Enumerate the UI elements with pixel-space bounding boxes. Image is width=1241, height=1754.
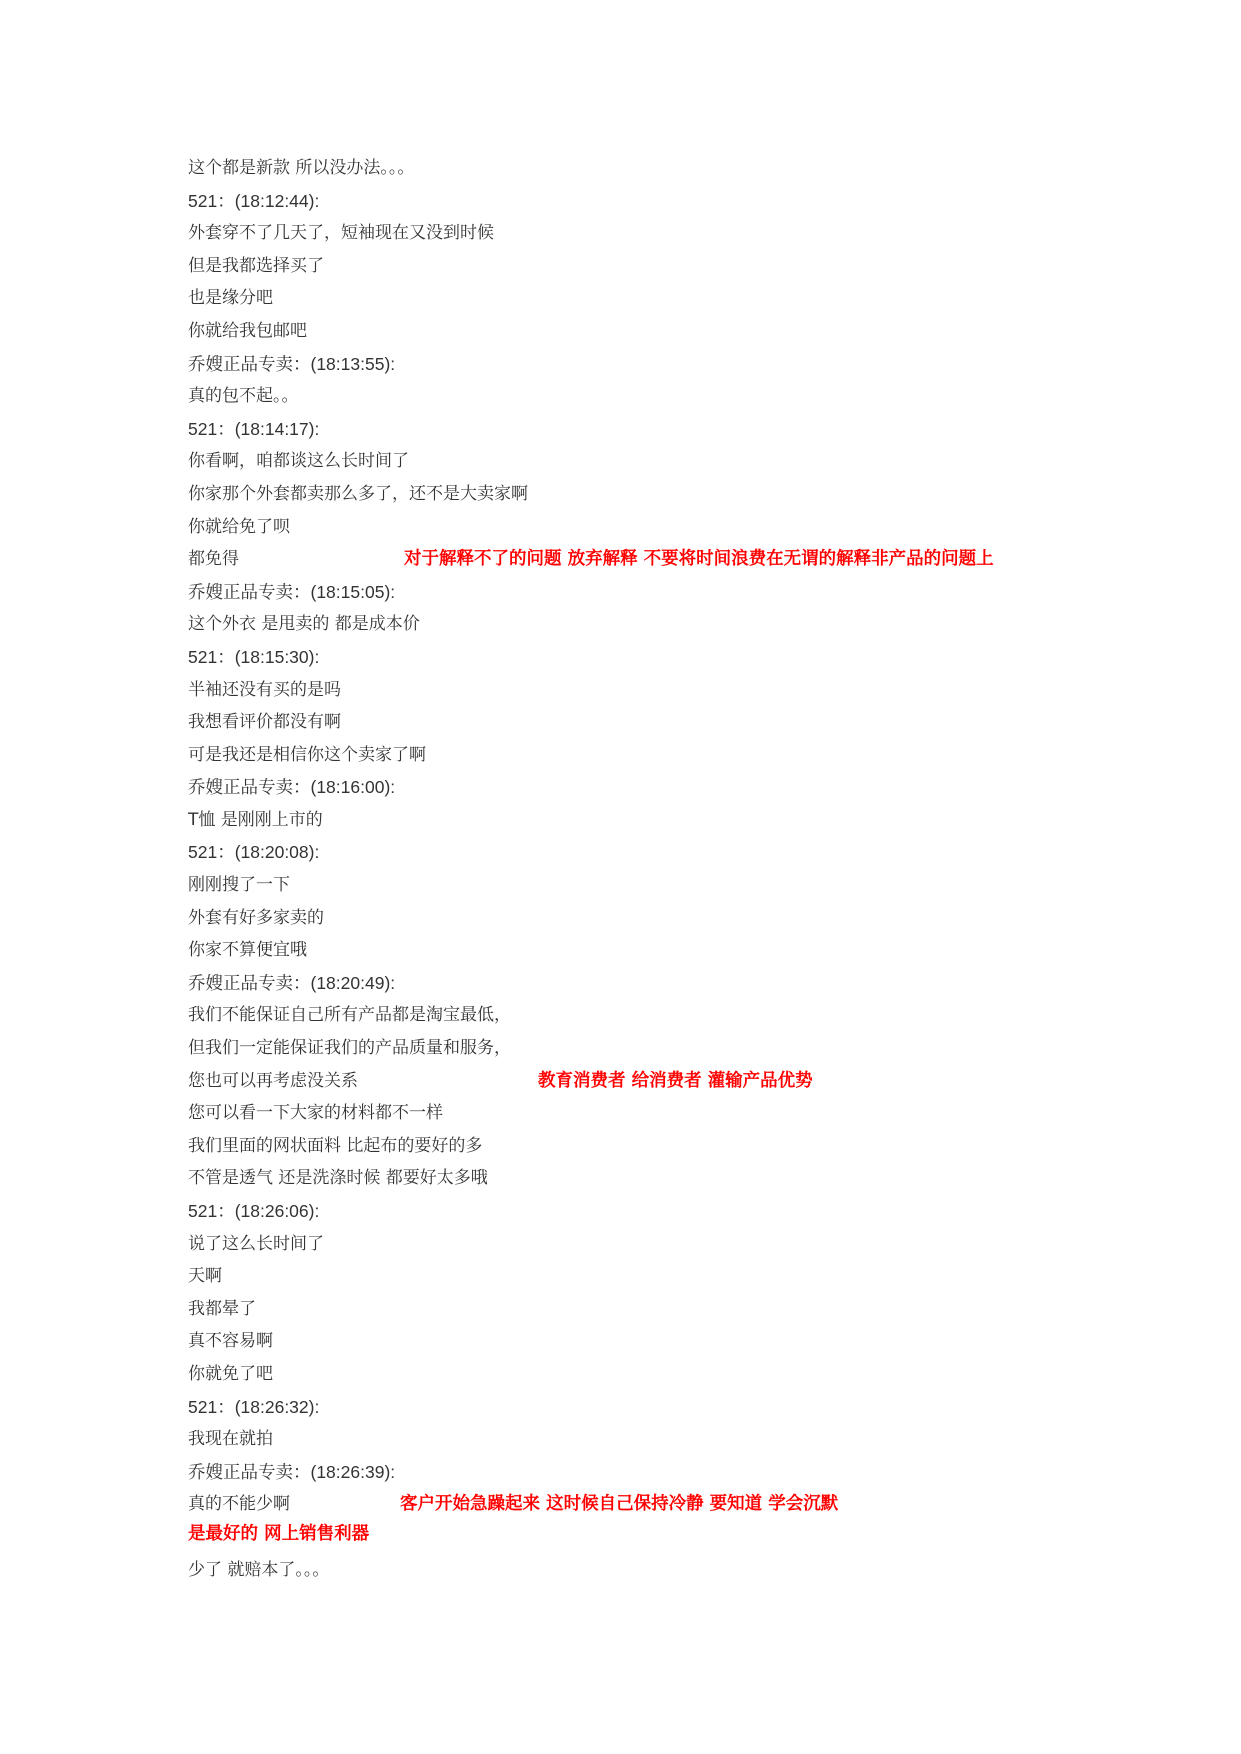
message-line [188, 282, 1088, 315]
message-line [188, 315, 1088, 348]
message-text: 你就给免了呗 [188, 516, 290, 537]
message-text: 你家不算便宜哦 [188, 940, 307, 961]
message-line [188, 1293, 1088, 1326]
speaker-timestamp: 乔嫂正品专卖：(18:16:00): [188, 777, 396, 798]
speaker-timestamp: 乔嫂正品专卖：(18:26:39): [188, 1461, 396, 1482]
message-text: 也是缘分吧 [188, 288, 273, 309]
message-line [188, 380, 1088, 413]
message-text: 但是我都选择买了 [188, 255, 324, 276]
message-text: 我现在就拍 [188, 1429, 273, 1450]
message-line [188, 1423, 1088, 1456]
speaker-header [188, 967, 1088, 1000]
speaker-timestamp: 521：(18:14:17): [188, 418, 320, 439]
message-line [188, 1130, 1088, 1163]
message-line [188, 934, 1088, 967]
message-text: 可是我还是相信你这个卖家了啊 [188, 744, 426, 765]
message-line [188, 706, 1088, 739]
message-line [188, 739, 1088, 772]
annotation-note: 客户开始急躁起来 这时候自己保持冷静 要知道 学会沉默是最好的 网上销售利器 [188, 1494, 839, 1545]
speaker-timestamp: 乔嫂正品专卖：(18:13:55): [188, 353, 396, 374]
message-text: 半袖还没有买的是吗 [188, 679, 341, 700]
speaker-header [188, 1195, 1088, 1228]
speaker-timestamp: 乔嫂正品专卖：(18:15:05): [188, 581, 396, 602]
message-line [188, 1260, 1088, 1293]
message-line [188, 608, 1088, 641]
speaker-timestamp: 521：(18:26:32): [188, 1396, 320, 1417]
message-text: 您可以看一下大家的材料都不一样 [188, 1103, 443, 1124]
speaker-timestamp: 521：(18:15:30): [188, 646, 320, 667]
message-text: 都免得 [188, 549, 239, 570]
speaker-timestamp: 521：(18:12:44): [188, 190, 320, 211]
message-text: 天啊 [188, 1266, 222, 1287]
message-text: 真的包不起。。 [188, 386, 299, 407]
speaker-timestamp: 521：(18:26:06): [188, 1201, 320, 1221]
message-text: 你就给我包邮吧 [188, 320, 307, 341]
message-text: 你就免了吧 [188, 1363, 273, 1384]
speaker-timestamp: 521：(18:20:08): [188, 842, 320, 863]
speaker-timestamp: 乔嫂正品专卖：(18:20:49): [188, 972, 396, 993]
speaker-header [188, 185, 1088, 218]
message-text: 我想看评价都没有啊 [188, 712, 341, 733]
message-line [188, 1554, 1088, 1587]
message-text: 你家那个外套都卖那么多了，还不是大卖家啊 [188, 483, 528, 504]
annotation-note: 对于解释不了的问题 放弃解释 不要将时间浪费在无谓的解释非产品的问题上 [404, 549, 994, 570]
message-line [188, 1325, 1088, 1358]
speaker-header [188, 348, 1088, 381]
message-text: 外套有好多家卖的 [188, 907, 324, 928]
message-text: 少了 就赔本了。。。 [188, 1559, 330, 1580]
message-line [188, 1488, 1088, 1545]
message-line [188, 902, 1088, 935]
speaker-header [188, 1391, 1088, 1424]
message-text: T恤 是刚刚上市的 [188, 809, 323, 830]
speaker-header [188, 413, 1088, 446]
message-text: 您也可以再考虑没关系 [188, 1070, 358, 1091]
message-text: 这个外衣 是甩卖的 都是成本价 [188, 614, 420, 635]
message-line [188, 869, 1088, 902]
speaker-header [188, 641, 1088, 674]
message-line [188, 543, 1088, 576]
speaker-header [188, 836, 1088, 869]
message-line [188, 1032, 1088, 1065]
message-text: 但我们一定能保证我们的产品质量和服务， [188, 1038, 511, 1059]
speaker-header [188, 576, 1088, 609]
message-text: 刚刚搜了一下 [188, 875, 290, 896]
message-line [188, 1162, 1088, 1195]
message-line [188, 1065, 1088, 1098]
message-line [188, 250, 1088, 283]
annotation-note: 教育消费者 给消费者 灌输产品优势 [538, 1070, 813, 1091]
message-text: 真不容易啊 [188, 1331, 273, 1352]
message-text: 我们里面的网状面料 比起布的要好的多 [188, 1135, 483, 1156]
message-text: 不管是透气 还是洗涤时候 都要好太多哦 [188, 1168, 488, 1189]
message-line [188, 999, 1088, 1032]
message-line [188, 152, 1088, 185]
message-line [188, 478, 1088, 511]
message-line [188, 511, 1088, 544]
message-text: 说了这么长时间了 [188, 1233, 324, 1254]
message-line [188, 1228, 1088, 1261]
chat-transcript [188, 152, 1088, 1586]
message-text: 你看啊，咱都谈这么长时间了 [188, 451, 409, 472]
message-text: 这个都是新款 所以没办法。。。 [188, 158, 415, 178]
message-line [188, 445, 1088, 478]
speaker-header [188, 771, 1088, 804]
message-line [188, 1521, 1088, 1554]
speaker-header [188, 1456, 1088, 1489]
message-line [188, 674, 1088, 707]
message-text: 真的不能少啊 [188, 1494, 290, 1515]
message-line [188, 1097, 1088, 1130]
message-text: 外套穿不了几天了，短袖现在又没到时候 [188, 223, 494, 244]
message-line [188, 804, 1088, 837]
message-line [188, 1358, 1088, 1391]
message-text: 我们不能保证自己所有产品都是淘宝最低， [188, 1005, 511, 1026]
message-line [188, 217, 1088, 250]
message-text: 我都晕了 [188, 1298, 256, 1319]
